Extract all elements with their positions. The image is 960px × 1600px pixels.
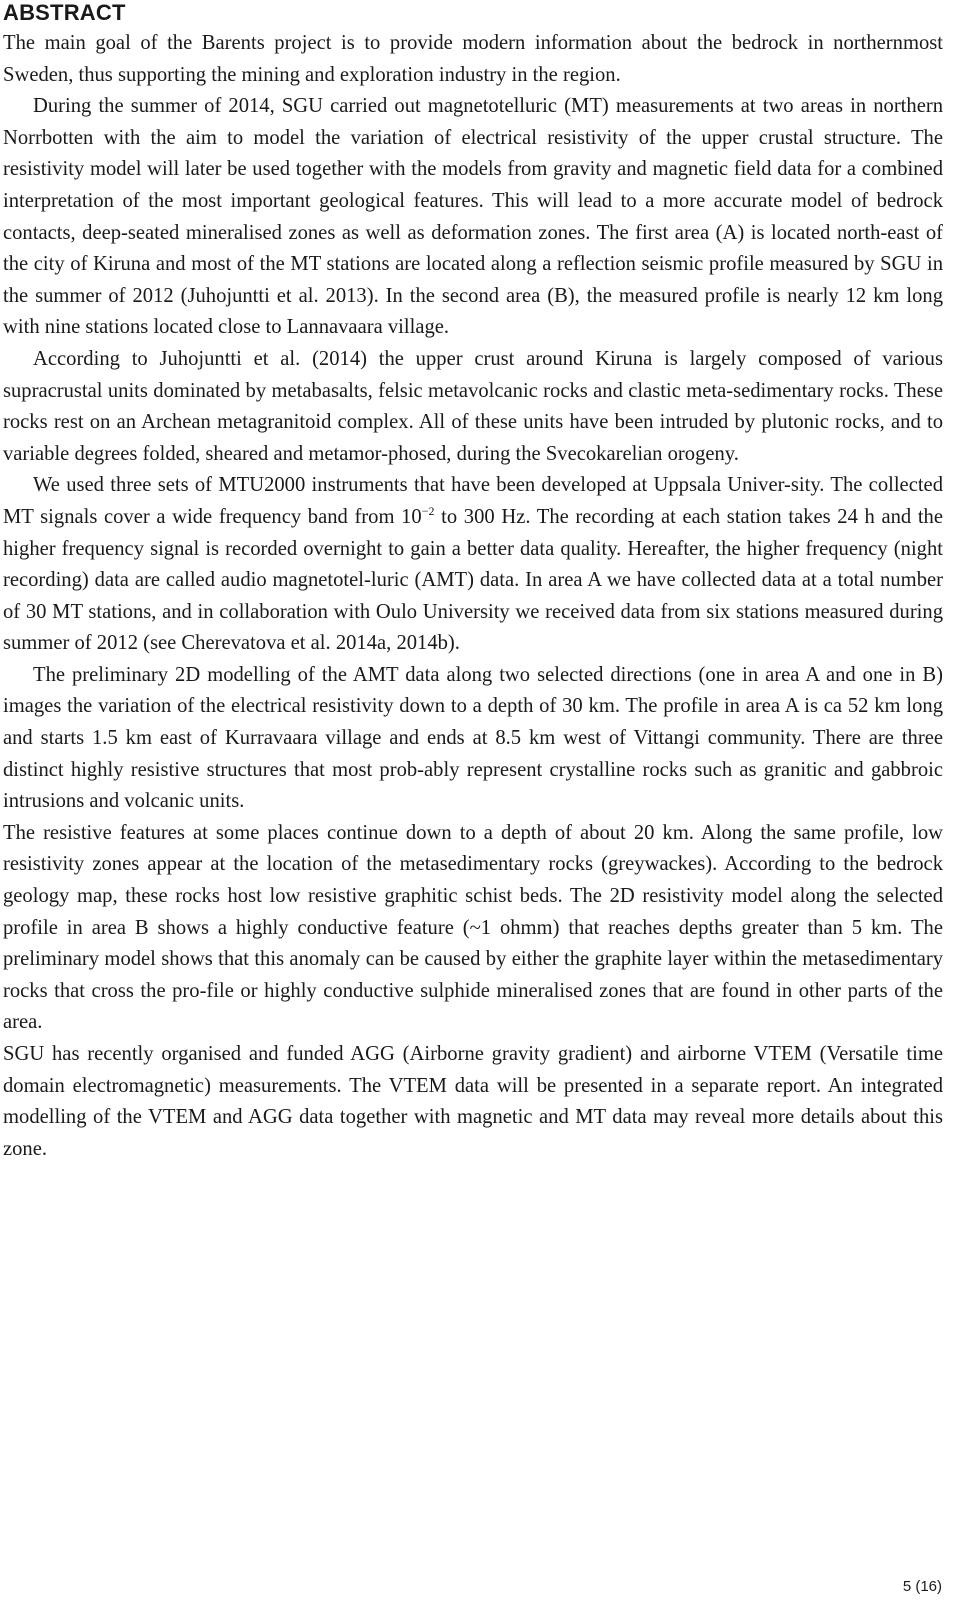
abstract-heading: ABSTRACT xyxy=(3,0,126,25)
paragraph-modelling: The preliminary 2D modelling of the AMT data along two selected directions (one in area A and one in B) images the variation of the electrical resistivity down to a depth of 30 km. The profile in area A is ca 52 km long and starts 1.5 km east of Kurravaara village and ends at 8.5 km west of Vittangi community. There are three distinct highly resistive structures that most prob-ably represent crystalline rocks such as granitic and gabbroic intrusions and volcanic units. xyxy=(3,663,943,813)
abstract-body xyxy=(3,28,943,1165)
page-number: 5 (16) xyxy=(902,1578,942,1595)
paragraph-intro: The main goal of the Barents project is to provide modern information about the bedrock in northernmost Sweden, thus supporting the mining and exploration industry in the region. xyxy=(3,32,943,86)
paragraph-resistive-features: The resistive features at some places continue down to a depth of about 20 km. Along the same profile, low resistivity zones appear at the location of the metasedimentary rocks (greywackes). According to the bedrock geology map, these rocks host low resistive graphitic schist beds. The 2D resistivity model along the selected profile in area B shows a highly conductive feature (~1 ohmm) that reaches depths greater than 5 km. The preliminary model shows that this anomaly can be caused by either the graphite layer within the metasedimentary rocks that cross the pro-file or highly conductive sulphide mineralised zones that are found in other parts of the area. xyxy=(3,821,943,1034)
paragraph-instruments xyxy=(3,470,943,660)
paragraph-mt-measurements: During the summer of 2014, SGU carried out magnetotelluric (MT) measurements at two areas in northern Norrbotten with the aim to model the variation of electrical resistivity of the upper crustal structure. The resistivity model will later be used together with the models from gravity and magnetic field data for a combined interpretation of the most important geological features. This will lead to a more accurate model of bedrock contacts, deep-seated mineralised zones as well as deformation zones. The first area (A) is located north-east of the city of Kiruna and most of the MT stations are located along a reflection seismic profile measured by SGU in the summer of 2012 (Juhojuntti et al. 2013). In the second area (B), the measured profile is nearly 12 km long with nine stations located close to Lannavaara village. xyxy=(3,95,943,339)
instruments-text-start: We used three sets of MTU2000 instruments that have been developed at Uppsala Univer-sity. The collected MT signals cover a wide frequency band from 10 xyxy=(3,474,943,528)
paragraph-airborne-surveys: SGU has recently organised and funded AGG (Airborne gravity gradient) and airborne VTEM (Versatile time domain electromagnetic) measurements. The VTEM data will be presented in a separate report. An integrated modelling of the VTEM and AGG data together with magnetic and MT data may reveal more details about this zone. xyxy=(3,1043,943,1160)
paragraph-geology: According to Juhojuntti et al. (2014) the upper crust around Kiruna is largely composed of various supracrustal units dominated by metabasalts, felsic metavolcanic rocks and clastic meta-sedimentary rocks. These rocks rest on an Archean metagranitoid complex. All of these units have been intruded by plutonic rocks, and to variable degrees folded, sheared and metamor-phosed, during the Svecokarelian orogeny. xyxy=(3,347,943,465)
frequency-exponent: −2 xyxy=(421,503,435,518)
instruments-text-end: to 300 Hz. The recording at each station takes 24 h and the higher frequency signal is recorded overnight to gain a better data quality. Hereafter, the higher frequency (night recording) data are called audio magnetotel-luric (AMT) data. In area A we have collected data at a total number of 30 MT stations, and in collaboration with Oulo University we received data from six stations measured during summer of 2012 (see Cherevatova et al. 2014a, 2014b). xyxy=(3,505,943,655)
